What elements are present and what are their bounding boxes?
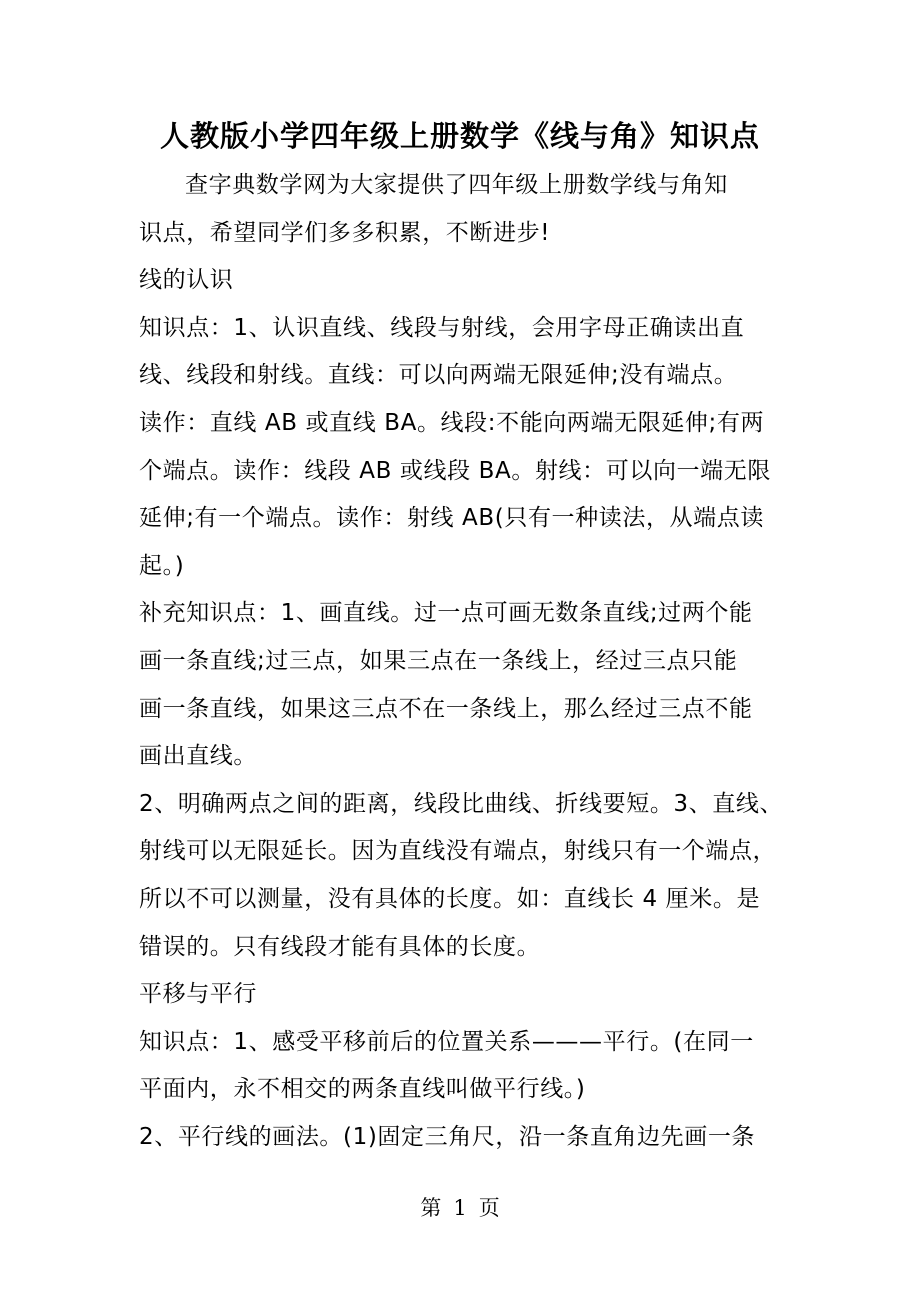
page-number: 1 <box>453 1196 467 1220</box>
paragraph-line: 知识点：1、认识直线、线段与射线，会用字母正确读出直 <box>139 314 745 341</box>
paragraph-line: 所以不可以测量，没有具体的长度。如：直线长 4 厘米。是 <box>139 885 761 912</box>
paragraph-line: 画出直线。 <box>139 743 257 770</box>
document-body <box>139 162 784 1161</box>
paragraph-line: 知识点：1、感受平移前后的位置关系———平行。(在同一 <box>139 1028 754 1055</box>
section-heading: 线的认识 <box>139 267 234 294</box>
paragraph-line: 查字典数学网为大家提供了四年级上册数学线与角知 <box>185 172 728 198</box>
paragraph-line: 画一条直线，如果这三点不在一条线上，那么经过三点不能 <box>139 695 753 722</box>
paragraph-line: 线、线段和射线。直线：可以向两端无限延伸;没有端点。 <box>139 362 738 389</box>
paragraph-line: 错误的。只有线段才能有具体的长度。 <box>139 933 541 960</box>
paragraph-line: 2、明确两点之间的距离，线段比曲线、折线要短。3、直线、 <box>139 790 784 817</box>
page-footer <box>0 1190 920 1226</box>
paragraph-line: 补充知识点：1、画直线。过一点可画无数条直线;过两个能 <box>139 600 753 627</box>
paragraph-line: 平面内，永不相交的两条直线叫做平行线。) <box>139 1076 586 1103</box>
page-number-prefix: 第 <box>420 1196 442 1220</box>
paragraph-line: 个端点。读作：线段 AB 或线段 BA。射线：可以向一端无限 <box>139 457 771 484</box>
page-number-suffix: 页 <box>478 1196 500 1220</box>
paragraph-line: 2、平行线的画法。(1)固定三角尺，沿一条直角边先画一条 <box>139 1123 756 1150</box>
paragraph-line: 读作：直线 AB 或直线 BA。线段:不能向两端无限延伸;有两 <box>139 409 765 436</box>
paragraph-line: 画一条直线;过三点，如果三点在一条线上，经过三点只能 <box>139 647 738 674</box>
document-title: 人教版小学四年级上册数学《线与角》知识点 <box>159 119 760 153</box>
paragraph-line: 射线可以无限延长。因为直线没有端点，射线只有一个端点， <box>139 838 777 865</box>
paragraph-line: 延伸;有一个端点。读作：射线 AB(只有一种读法，从端点读 <box>139 505 764 532</box>
paragraph-line: 识点，希望同学们多多积累，不断进步! <box>139 219 551 246</box>
section-heading: 平移与平行 <box>139 981 257 1008</box>
paragraph-line: 起。) <box>139 552 185 579</box>
